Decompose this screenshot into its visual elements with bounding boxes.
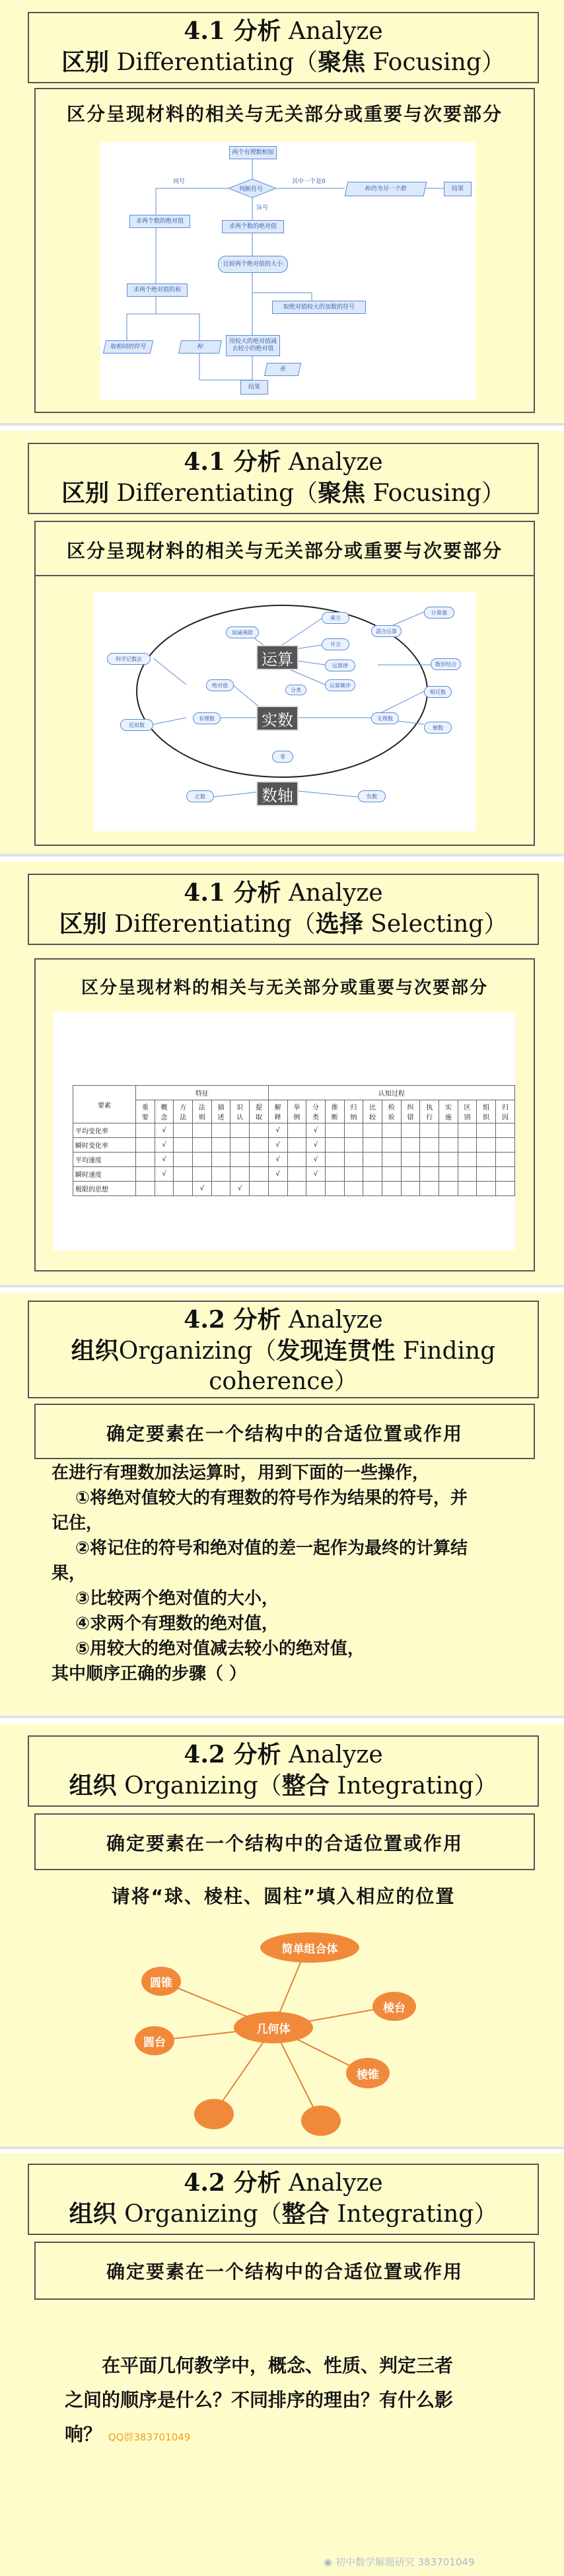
matrix-cell (250, 1167, 269, 1182)
qq-watermark: QQ群383701049 (108, 2431, 191, 2443)
mind-center-operation: 运算 (256, 645, 299, 670)
matrix-cell (325, 1167, 344, 1182)
flow-diff-label: 异号 (256, 205, 269, 211)
table-row (73, 1123, 515, 1138)
table-row (73, 1153, 515, 1167)
matrix-cell (250, 1123, 269, 1138)
matrix-cell (496, 1138, 515, 1153)
table-row (73, 1182, 515, 1196)
matrix-col-header: 比 较 (363, 1100, 382, 1123)
flow-abs-same: 求两个数的绝对值 (129, 215, 190, 228)
matrix-cell (193, 1167, 212, 1182)
question-text: 在进行有理数加法运算时，用到下面的一些操作， ①将绝对值较大的有理数的符号作为结果的符号，并 记住， ②将记住的符号和绝对值的差一起作为最终的计算结 果， ③比较两个绝对值的大小， ④求两个有理数的绝对值， ⑤用较大的绝对值减去较小的绝对值， 其中顺序正确的步骤（ ） (52, 1463, 468, 1684)
matrix-cell (136, 1123, 155, 1138)
matrix-cell (287, 1167, 306, 1182)
mind-node: 加减乘除 (226, 626, 259, 638)
matrix-cell (287, 1138, 306, 1153)
solid-diagram (128, 1922, 441, 2140)
matrix-cell (211, 1138, 230, 1153)
mind-node: 分类 (285, 685, 306, 695)
matrix-cell (230, 1138, 250, 1153)
matrix-cell: √ (268, 1123, 287, 1138)
slide-separator (0, 1716, 564, 1718)
matrix-cell: √ (155, 1138, 174, 1153)
mind-node: 正数 (186, 790, 214, 802)
mind-node: 倒数 (424, 722, 452, 734)
matrix-col-header: 推 断 (325, 1100, 344, 1123)
flow-diff: 差 (264, 363, 301, 376)
matrix-cell (325, 1123, 344, 1138)
flow-result-2: 结果 (240, 380, 268, 395)
solid-node: 棱台 (372, 1992, 416, 2021)
matrix-cell (496, 1153, 515, 1167)
solid-node: 圆台 (135, 2026, 174, 2055)
matrix-col-header: 解 释 (268, 1100, 287, 1123)
matrix-group-features: 特征 (136, 1086, 269, 1100)
matrix-col-header: 重 要 (136, 1100, 155, 1123)
matrix-cell (420, 1167, 439, 1182)
matrix-cell (420, 1123, 439, 1138)
matrix-cell (174, 1167, 193, 1182)
flow-sign-larger: 取绝对值较大的加数的符号 (272, 301, 366, 314)
slide-title: 4.2 分析 Analyze 组织 Organizing（整合 Integrating） (28, 2164, 539, 2235)
matrix-cell (496, 1123, 515, 1138)
matrix-cell (363, 1182, 382, 1196)
mind-node: 运算律 (325, 660, 355, 671)
matrix-cell (439, 1182, 458, 1196)
flow-compare: 比较两个绝对值的大小 (218, 256, 288, 273)
matrix-cell: √ (193, 1182, 212, 1196)
mind-node: 零 (272, 751, 293, 763)
matrix-cell (439, 1138, 458, 1153)
matrix-cell (250, 1138, 269, 1153)
matrix-cell (344, 1167, 363, 1182)
table-row (73, 1167, 515, 1182)
matrix-col-header: 归 纳 (344, 1100, 363, 1123)
matrix-cell (401, 1138, 420, 1153)
mind-node: 无理数 (371, 712, 399, 724)
matrix-group-cognitive: 认知过程 (268, 1086, 514, 1100)
matrix-cell (401, 1123, 420, 1138)
matrix-cell: √ (306, 1138, 326, 1153)
matrix-cell (363, 1123, 382, 1138)
matrix-cell (382, 1167, 401, 1182)
content-panel (34, 88, 535, 413)
matrix-cell (496, 1182, 515, 1196)
matrix-cell (439, 1123, 458, 1138)
mind-center-real: 实数 (256, 706, 299, 731)
matrix-cell (287, 1123, 306, 1138)
matrix-cell (268, 1182, 287, 1196)
slide-title: 4.2 分析 Analyze 组织 Organizing（整合 Integrating） (28, 1735, 539, 1807)
matrix-cell (211, 1167, 230, 1182)
matrix-cell (344, 1182, 363, 1196)
matrix-col-header: 执 行 (420, 1100, 439, 1123)
slide-separator (0, 423, 564, 426)
matrix-cell (420, 1138, 439, 1153)
matrix-cell (382, 1123, 401, 1138)
matrix-cell (136, 1138, 155, 1153)
blank-node[interactable] (301, 2105, 341, 2136)
matrix-col-header: 归 因 (496, 1100, 515, 1123)
matrix-cell (382, 1182, 401, 1196)
matrix-cell (287, 1153, 306, 1167)
matrix-cell (250, 1153, 269, 1167)
slide-title: 4.1 分析 Analyze 区别 Differentiating（选择 Selecting） (28, 874, 539, 945)
flow-sum: 和 (178, 340, 222, 354)
matrix-cell (287, 1182, 306, 1196)
matrix-cell (136, 1182, 155, 1196)
matrix-cell (211, 1153, 230, 1167)
flowchart (100, 142, 476, 400)
matrix-cell (439, 1153, 458, 1167)
slide-subtitle: 区分呈现材料的相关与无关部分或重要与次要部分 (66, 103, 503, 125)
flow-sign-same: 取相同的符号 (103, 340, 153, 354)
slide-subtitle: 确定要素在一个结构中的合适位置或作用 (106, 1423, 463, 1445)
mind-node: 运算顺序 (325, 679, 355, 691)
matrix-cell (136, 1167, 155, 1182)
slide-subtitle: 区分呈现材料的相关与无关部分或重要与次要部分 (66, 540, 503, 562)
matrix-cell (458, 1182, 477, 1196)
matrix-col-header: 识 认 (230, 1100, 250, 1123)
content-panel (34, 1813, 535, 1870)
matrix-cell (382, 1138, 401, 1153)
matrix-row-label: 瞬时速度 (73, 1167, 136, 1182)
matrix-cell (193, 1153, 212, 1167)
matrix-cell (458, 1167, 477, 1182)
table-row (73, 1138, 515, 1153)
matrix-cell (382, 1153, 401, 1167)
matrix-cell: √ (306, 1167, 326, 1182)
matrix-cell (325, 1138, 344, 1153)
matrix-cell (363, 1138, 382, 1153)
matrix-col-header: 检 验 (382, 1100, 401, 1123)
matrix-cell (458, 1138, 477, 1153)
matrix-cell: √ (268, 1167, 287, 1182)
matrix-cell (477, 1138, 496, 1153)
slide-title: 4.2 分析 Analyze 组织Organizing（发现连贯性 Finding coherence） (28, 1301, 539, 1398)
flow-same-label: 同号 (173, 178, 186, 185)
slide-subtitle: 区分呈现材料的相关与无关部分或重要与次要部分 (81, 978, 488, 998)
matrix-row-label: 瞬时变化率 (73, 1138, 136, 1153)
matrix-cell (174, 1123, 193, 1138)
matrix-cell (344, 1123, 363, 1138)
content-panel (34, 1404, 535, 1459)
matrix-corner: 要素 (73, 1086, 136, 1123)
slide-1 (0, 0, 564, 423)
matrix-cell (174, 1153, 193, 1167)
matrix-cell (230, 1167, 250, 1182)
solid-node: 棱锥 (346, 2058, 390, 2088)
matrix-col-header: 区 别 (458, 1100, 477, 1123)
slide-subtitle: 确定要素在一个结构中的合适位置或作用 (106, 1833, 463, 1854)
matrix-cell (325, 1182, 344, 1196)
slide-title: 4.1 分析 Analyze 区别 Differentiating（聚焦 Focusing） (28, 443, 539, 514)
mindmap (94, 592, 476, 831)
mind-node: 近似数 (120, 719, 153, 731)
slide-4 (0, 1293, 564, 1716)
matrix-col-header: 组 织 (477, 1100, 496, 1123)
matrix-cell: √ (155, 1167, 174, 1182)
mind-center-axis: 数轴 (256, 781, 299, 806)
slide-separator (0, 854, 564, 856)
solid-node: 简单组合体 (260, 1932, 359, 1963)
matrix-col-header: 举 例 (287, 1100, 306, 1123)
fill-prompt: 请将“球、棱柱、圆柱”填入相应的位置 (111, 1885, 456, 1907)
mind-node: 负数 (358, 790, 386, 802)
matrix-col-header: 方 法 (174, 1100, 193, 1123)
matrix-col-header: 提 取 (250, 1100, 269, 1123)
flow-subtract: 用较大的绝对值减去较小的绝对值 (226, 335, 280, 356)
flow-sum-other: 和仍为另一个数 (345, 182, 427, 196)
slide-subtitle: 确定要素在一个结构中的合适位置或作用 (106, 2261, 463, 2283)
element-matrix (73, 1085, 515, 1196)
matrix-cell (420, 1153, 439, 1167)
slide-title: 4.1 分析 Analyze 区别 Differentiating（聚焦 Focusing） (28, 12, 539, 83)
mind-node: 计算器 (424, 607, 454, 619)
matrix-cell (477, 1153, 496, 1167)
matrix-cell: √ (306, 1123, 326, 1138)
matrix-col-header: 分 类 (306, 1100, 326, 1123)
matrix-col-header: 实 施 (439, 1100, 458, 1123)
matrix-col-header: 描 述 (211, 1100, 230, 1123)
matrix-cell (230, 1153, 250, 1167)
slide-3 (0, 862, 564, 1285)
matrix-cell (401, 1167, 420, 1182)
matrix-cell (193, 1138, 212, 1153)
slide-6 (0, 2153, 564, 2576)
matrix-cell (401, 1182, 420, 1196)
mind-node: 数形结合 (431, 658, 461, 670)
matrix-cell (496, 1167, 515, 1182)
matrix-cell (193, 1123, 212, 1138)
matrix-col-header: 概 念 (155, 1100, 174, 1123)
flow-add-abs: 求两个绝对值的和 (127, 284, 188, 297)
matrix-cell (477, 1167, 496, 1182)
matrix-cell (230, 1123, 250, 1138)
flow-judge: 判断符号 (239, 186, 264, 193)
matrix-cell (439, 1167, 458, 1182)
matrix-cell: √ (155, 1123, 174, 1138)
flow-start: 两个有理数相加 (229, 146, 277, 159)
flow-zero-label: 其中一个是0 (292, 178, 326, 185)
matrix-cell (306, 1182, 326, 1196)
matrix-cell: √ (155, 1153, 174, 1167)
discussion-text: 在平面几何教学中，概念、性质、判定三者 之间的顺序是什么？不同排序的理由？有什么影 响？ QQ群383701049 (65, 2355, 454, 2445)
matrix-cell (211, 1182, 230, 1196)
matrix-cell (325, 1153, 344, 1167)
mind-node: 相反数 (424, 686, 452, 698)
matrix-cell (211, 1123, 230, 1138)
matrix-cell: √ (268, 1153, 287, 1167)
matrix-cell (136, 1153, 155, 1167)
matrix-cell (174, 1182, 193, 1196)
mindmap-panel (34, 575, 535, 846)
flow-result-1: 结果 (444, 182, 472, 196)
matrix-cell: √ (306, 1153, 326, 1167)
flow-abs-diff: 求两个数的绝对值 (222, 220, 284, 233)
matrix-cell: √ (230, 1182, 250, 1196)
mind-node: 混合运算 (371, 625, 402, 637)
content-panel (34, 958, 535, 1271)
slide-separator (0, 2146, 564, 2149)
matrix-row-label: 平均变化率 (73, 1123, 136, 1138)
mind-node: 有理数 (193, 712, 221, 724)
matrix-cell (477, 1123, 496, 1138)
matrix-cell (250, 1182, 269, 1196)
wechat-watermark: ◉ 初中数学解题研究 383701049 (324, 2556, 475, 2568)
matrix-cell (155, 1182, 174, 1196)
matrix-panel (53, 1012, 515, 1250)
matrix-row-label: 平均速度 (73, 1153, 136, 1167)
matrix-cell (420, 1182, 439, 1196)
content-panel (34, 521, 535, 576)
slide-separator (0, 1285, 564, 1287)
center-node: 几何体 (234, 2012, 313, 2043)
matrix-cell (363, 1167, 382, 1182)
matrix-cell (174, 1138, 193, 1153)
matrix-cell (344, 1153, 363, 1167)
matrix-row-label: 极限的思想 (73, 1182, 136, 1196)
matrix-cell (458, 1153, 477, 1167)
mind-node: 科学记数法 (107, 653, 151, 665)
matrix-cell: √ (268, 1138, 287, 1153)
matrix-cell (363, 1153, 382, 1167)
matrix-col-header: 法 则 (193, 1100, 212, 1123)
content-panel (34, 2242, 535, 2300)
wechat-icon: ◉ (324, 2556, 335, 2568)
slide-2 (0, 431, 564, 854)
matrix-col-header: 纠 错 (401, 1100, 420, 1123)
matrix-cell (477, 1182, 496, 1196)
matrix-cell (401, 1153, 420, 1167)
mind-node: 绝对值 (206, 679, 234, 691)
blank-node[interactable] (194, 2099, 234, 2129)
mind-node: 乘方 (322, 612, 349, 624)
slide-5 (0, 1724, 564, 2146)
mind-node: 开方 (322, 638, 349, 650)
matrix-cell (458, 1123, 477, 1138)
matrix-cell (344, 1138, 363, 1153)
solid-node: 圆锥 (141, 1967, 181, 1996)
